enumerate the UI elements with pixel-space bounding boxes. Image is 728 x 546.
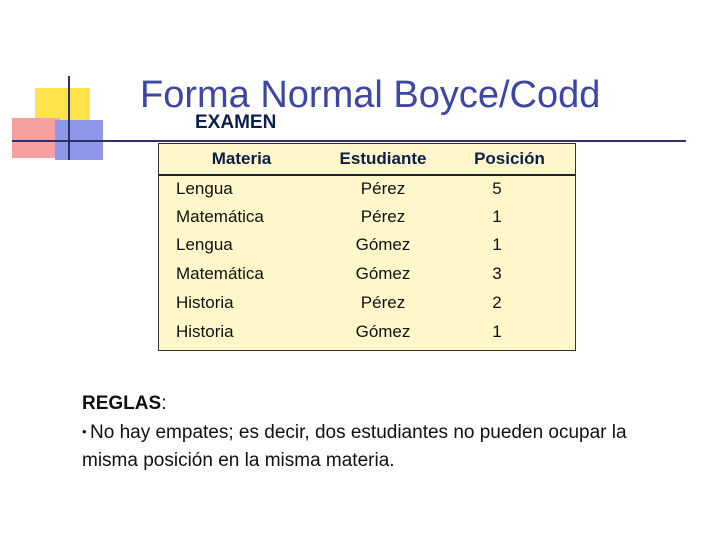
row-2-estudiante: Pérez [360,207,406,226]
row-6-posicion: 1 [492,322,502,341]
rule-text: No hay empates; es decir, dos estudiantes no pueden ocupar la misma posición en la misma materia. [82,422,627,471]
rule-item [82,418,682,475]
decor-vertical-line [68,76,70,160]
row-1-estudiante: Pérez [360,179,406,198]
row-4-posicion: 3 [492,264,502,283]
header-posicion: Posición [474,149,545,168]
row-6-estudiante: Gómez [355,322,411,341]
rules-label: REGLAS [82,393,162,414]
table-label: EXAMEN [195,112,277,133]
table-header-row [159,144,575,176]
rules-label-colon: : [161,393,167,414]
row-5-posicion: 2 [492,293,502,312]
row-1-materia: Lengua [176,179,233,198]
row-4-materia: Matemática [176,264,264,283]
row-2-posicion: 1 [492,207,502,226]
rules-heading [82,390,682,418]
decor-red-square [12,118,60,158]
row-3-materia: Lengua [176,235,233,254]
rules-section [82,390,682,475]
row-6-materia: Historia [176,322,234,341]
exam-table [158,143,576,351]
row-5-materia: Historia [176,293,234,312]
row-1-posicion: 5 [492,179,502,198]
row-4-estudiante: Gómez [355,264,411,283]
row-3-estudiante: Gómez [355,235,411,254]
slide-title: Forma Normal Boyce/Codd [140,74,601,116]
bullet-icon: • [82,424,87,439]
header-estudiante: Estudiante [339,149,427,168]
decor-horizontal-line [12,140,686,142]
row-2-materia: Matemática [176,207,264,226]
header-materia: Materia [211,149,272,168]
row-5-estudiante: Pérez [360,293,406,312]
row-3-posicion: 1 [492,235,502,254]
